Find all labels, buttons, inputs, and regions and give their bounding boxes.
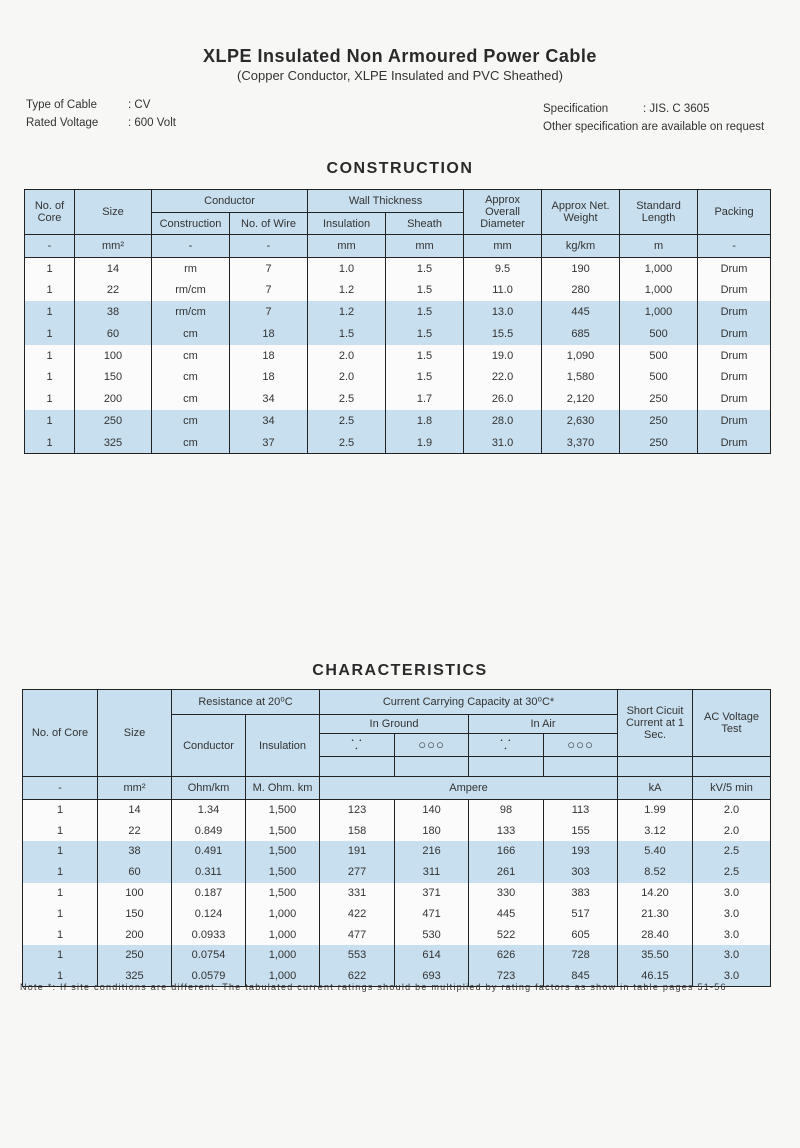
table-cell: Drum [698,388,771,410]
table-cell: 1 [23,903,98,924]
table-cell: 100 [98,883,172,904]
table-cell: 15.5 [464,323,542,345]
table-cell: cm [152,388,230,410]
document-title: XLPE Insulated Non Armoured Power Cable [203,46,597,66]
table-cell: cm [152,410,230,432]
table-cell: 0.849 [172,820,246,841]
table-cell: 1.34 [172,800,246,821]
table-cell: 2.0 [308,366,386,388]
table-cell: 845 [544,966,618,987]
unit-cell: M. Ohm. km [246,777,320,800]
table-cell: rm/cm [152,301,230,323]
table-cell: 133 [469,820,544,841]
table-cell: 8.52 [618,862,693,883]
table-cell: 517 [544,903,618,924]
table-cell: 113 [544,800,618,821]
table-cell: 530 [395,924,469,945]
table-row [23,903,771,924]
specification-row [543,100,764,118]
table-cell: 1 [25,301,75,323]
table-row [23,945,771,966]
table-cell: 180 [395,820,469,841]
table-cell: 2.5 [693,862,771,883]
table-cell: 383 [544,883,618,904]
symbol-spacer [320,757,395,777]
table-row [23,862,771,883]
table-cell: 1 [25,432,75,454]
rated-voltage-row [26,114,176,132]
table-cell: 445 [542,301,620,323]
table-cell: 3.0 [693,966,771,987]
table-cell: 1,000 [620,258,698,280]
footnote: Note *: If site conditions are different. The tabulated current ratings should be multiplied by rating factors as show in table pages 51-56 [20,982,727,992]
table-cell: 1.5 [308,323,386,345]
table-cell: 37 [230,432,308,454]
type-of-cable-value: : CV [128,99,151,111]
table-cell: cm [152,323,230,345]
unit-cell: - [25,235,75,258]
table-row [23,883,771,904]
table-cell: Drum [698,279,771,301]
type-of-cable-label: Type of Cable [26,99,97,111]
table-cell: 98 [469,800,544,821]
table-cell: 1,090 [542,345,620,367]
table-cell: 1,500 [246,883,320,904]
cable-info [26,96,176,132]
table-cell: 477 [320,924,395,945]
table-cell: 261 [469,862,544,883]
table-cell: 0.187 [172,883,246,904]
table-cell: 1 [25,410,75,432]
table-cell: 3.0 [693,903,771,924]
table-cell: 1,500 [246,800,320,821]
table-cell: 1,000 [620,279,698,301]
unit-cell: kV/5 min [693,777,771,800]
table-cell: 500 [620,366,698,388]
other-specification-text: Other specification are available on request [543,121,765,133]
table-row [25,345,771,367]
table-cell: 1,000 [246,903,320,924]
table-cell: Drum [698,323,771,345]
table-row [23,841,771,862]
rated-voltage-value: : 600 Volt [128,117,176,129]
symbol-spacer [544,757,618,777]
insulation-subheader: Insulation [308,213,386,235]
table-cell: 5.40 [618,841,693,862]
table-cell: rm [152,258,230,280]
table-cell: 200 [75,388,152,410]
table-cell: 0.124 [172,903,246,924]
sheath-subheader: Sheath [386,213,464,235]
table-cell: 614 [395,945,469,966]
units-row [25,235,771,258]
table-cell: 34 [230,410,308,432]
table-row [25,388,771,410]
in-air-subheader: In Air [469,715,618,734]
table-cell: 216 [395,841,469,862]
wall-thickness-header: Wall Thickness [308,190,464,213]
table-cell: 166 [469,841,544,862]
table-cell: 0.0579 [172,966,246,987]
table-cell: 3.0 [693,945,771,966]
table-cell: cm [152,366,230,388]
flat-cable-icon: ○○○ [567,736,594,752]
table-cell: 22.0 [464,366,542,388]
table-cell: 1,000 [246,945,320,966]
unit-cell: - [23,777,98,800]
table-cell: 422 [320,903,395,924]
conductor-header: Conductor [152,190,308,213]
table-row [23,820,771,841]
table-cell: 28.0 [464,410,542,432]
unit-cell: m [620,235,698,258]
table-cell: 46.15 [618,966,693,987]
table-cell: 13.0 [464,301,542,323]
current-capacity-header: Current Carrying Capacity at 30⁰C* [320,690,618,715]
trefoil-cable-icon: ⸪ [351,736,363,752]
table-cell: 693 [395,966,469,987]
unit-cell: - [152,235,230,258]
table-cell: 19.0 [464,345,542,367]
table-cell: 1 [23,820,98,841]
rated-voltage-label: Rated Voltage [26,117,99,129]
characteristics-heading: CHARACTERISTICS [312,662,488,679]
table-cell: 155 [544,820,618,841]
table-row [25,366,771,388]
table-cell: 7 [230,258,308,280]
table-cell: 330 [469,883,544,904]
table-cell: 2.0 [308,345,386,367]
table-cell: 1,580 [542,366,620,388]
table-row [23,800,771,821]
table-cell: 150 [75,366,152,388]
table-row [25,301,771,323]
table-cell: 3.0 [693,883,771,904]
unit-cell: Ohm/km [172,777,246,800]
table-cell: 26.0 [464,388,542,410]
table-cell: 1 [23,966,98,987]
table-cell: 1.9 [386,432,464,454]
table-cell: 140 [395,800,469,821]
specification-label: Specification [543,103,609,115]
table-cell: 1 [25,345,75,367]
table-cell: 1.5 [386,258,464,280]
table-cell: 250 [75,410,152,432]
symbol-spacer [469,757,544,777]
table-cell: 277 [320,862,395,883]
table-cell: 1,500 [246,841,320,862]
unit-cell: kA [618,777,693,800]
table-cell: 1.5 [386,301,464,323]
table-cell: 553 [320,945,395,966]
unit-cell: mm² [75,235,152,258]
table-cell: 250 [620,388,698,410]
table-cell: 1.99 [618,800,693,821]
characteristics-table [22,689,771,987]
trefoil-air-symbol [469,734,544,757]
table-cell: 1.2 [308,279,386,301]
symbol-spacer [693,757,771,777]
table-row [25,323,771,345]
size-header: Size [98,690,172,777]
table-cell: 522 [469,924,544,945]
table-cell: 193 [544,841,618,862]
table-cell: 685 [542,323,620,345]
trefoil-cable-icon: ⸪ [500,736,512,752]
short-circuit-header: Short Cicuit Current at 1 Sec. [618,690,693,757]
table-cell: 14 [75,258,152,280]
ac-voltage-header: AC Voltage Test [693,690,771,757]
table-cell: 100 [75,345,152,367]
table-cell: Drum [698,410,771,432]
flat-cable-icon: ○○○ [418,736,445,752]
construction-table [24,189,771,454]
unit-cell: kg/km [542,235,620,258]
table-cell: 18 [230,323,308,345]
table-cell: 0.491 [172,841,246,862]
table-cell: 250 [620,410,698,432]
document-subtitle: (Copper Conductor, XLPE Insulated and PVC Sheathed) [237,68,563,83]
unit-cell: mm² [98,777,172,800]
standard-length-header: Standard Length [620,190,698,235]
table-cell: 1.5 [386,366,464,388]
table-cell: 14 [98,800,172,821]
table-cell: 1.5 [386,279,464,301]
table-cell: 626 [469,945,544,966]
table-cell: 34 [230,388,308,410]
table-cell: 2,630 [542,410,620,432]
table-cell: 723 [469,966,544,987]
table-cell: 250 [620,432,698,454]
unit-cell: mm [464,235,542,258]
table-cell: 31.0 [464,432,542,454]
table-cell: 11.0 [464,279,542,301]
table-cell: 250 [98,945,172,966]
table-cell: 14.20 [618,883,693,904]
table-cell: 22 [75,279,152,301]
table-cell: 60 [75,323,152,345]
table-cell: 1 [25,258,75,280]
table-cell: 2.5 [308,388,386,410]
table-cell: 1,000 [246,924,320,945]
table-cell: 325 [98,966,172,987]
table-cell: 1,500 [246,820,320,841]
table-cell: 2.5 [308,432,386,454]
table-cell: 280 [542,279,620,301]
table-cell: 191 [320,841,395,862]
table-cell: 1.7 [386,388,464,410]
table-cell: 1 [23,800,98,821]
table-cell: 158 [320,820,395,841]
table-cell: 1 [23,924,98,945]
table-cell: 1 [25,323,75,345]
table-cell: 1.8 [386,410,464,432]
table-cell: 728 [544,945,618,966]
table-cell: 1 [25,366,75,388]
table-cell: 21.30 [618,903,693,924]
table-cell: 3,370 [542,432,620,454]
size-header: Size [75,190,152,235]
table-cell: 7 [230,279,308,301]
unit-cell: mm [386,235,464,258]
table-cell: 303 [544,862,618,883]
table-row [25,258,771,280]
overall-diameter-header: Approx Overall Diameter [464,190,542,235]
unit-cell: mm [308,235,386,258]
resistance-header: Resistance at 20⁰C [172,690,320,715]
table-cell: 500 [620,345,698,367]
no-core-header: No. of Core [23,690,98,777]
conductor-subheader: Conductor [172,715,246,777]
table-cell: 2.5 [693,841,771,862]
table-cell: 445 [469,903,544,924]
table-cell: cm [152,345,230,367]
table-cell: Drum [698,301,771,323]
table-cell: 1 [23,945,98,966]
table-cell: 9.5 [464,258,542,280]
table-cell: 331 [320,883,395,904]
symbol-spacer [395,757,469,777]
no-wire-subheader: No. of Wire [230,213,308,235]
table-cell: 2.5 [308,410,386,432]
table-cell: 18 [230,345,308,367]
table-cell: 3.0 [693,924,771,945]
table-cell: rm/cm [152,279,230,301]
table-cell: 60 [98,862,172,883]
table-cell: 38 [75,301,152,323]
table-cell: 0.311 [172,862,246,883]
table-cell: 0.0754 [172,945,246,966]
table-row [23,924,771,945]
table-cell: 325 [75,432,152,454]
table-cell: 150 [98,903,172,924]
table-cell: 1 [23,841,98,862]
table-cell: 3.12 [618,820,693,841]
construction-heading: CONSTRUCTION [326,160,474,177]
packing-header: Packing [698,190,771,235]
table-cell: 1,500 [246,862,320,883]
in-ground-subheader: In Ground [320,715,469,734]
table-cell: 622 [320,966,395,987]
specification-info [543,100,764,136]
table-cell: 1,000 [246,966,320,987]
table-cell: 2,120 [542,388,620,410]
table-cell: 1.2 [308,301,386,323]
table-cell: 1 [23,883,98,904]
table-cell: 1 [25,388,75,410]
unit-cell: - [230,235,308,258]
no-core-header: No. of Core [25,190,75,235]
table-cell: 7 [230,301,308,323]
table-cell: 38 [98,841,172,862]
table-cell: 1.0 [308,258,386,280]
units-row [23,777,771,800]
type-of-cable-row [26,96,176,114]
unit-cell: - [698,235,771,258]
table-cell: 123 [320,800,395,821]
table-cell: 35.50 [618,945,693,966]
table-cell: Drum [698,432,771,454]
table-cell: 311 [395,862,469,883]
flat-ground-symbol [395,734,469,757]
table-cell: 1.5 [386,345,464,367]
table-cell: 1.5 [386,323,464,345]
unit-cell: Ampere [320,777,618,800]
table-cell: Drum [698,258,771,280]
insulation-subheader: Insulation [246,715,320,777]
table-cell: Drum [698,366,771,388]
table-cell: 1 [25,279,75,301]
trefoil-ground-symbol [320,734,395,757]
table-row [25,432,771,454]
table-cell: cm [152,432,230,454]
net-weight-header: Approx Net. Weight [542,190,620,235]
construction-subheader: Construction [152,213,230,235]
table-cell: 471 [395,903,469,924]
table-cell: 2.0 [693,820,771,841]
table-row [25,410,771,432]
table-cell: 28.40 [618,924,693,945]
table-cell: 18 [230,366,308,388]
table-cell: Drum [698,345,771,367]
table-row [25,279,771,301]
flat-air-symbol [544,734,618,757]
table-cell: 22 [98,820,172,841]
table-cell: 605 [544,924,618,945]
symbol-spacer [618,757,693,777]
table-cell: 0.0933 [172,924,246,945]
specification-value: : JIS. C 3605 [643,103,710,115]
table-cell: 500 [620,323,698,345]
table-cell: 1 [23,862,98,883]
table-cell: 200 [98,924,172,945]
table-cell: 1,000 [620,301,698,323]
other-specification-row [543,118,764,136]
table-cell: 190 [542,258,620,280]
table-cell: 2.0 [693,800,771,821]
table-cell: 371 [395,883,469,904]
